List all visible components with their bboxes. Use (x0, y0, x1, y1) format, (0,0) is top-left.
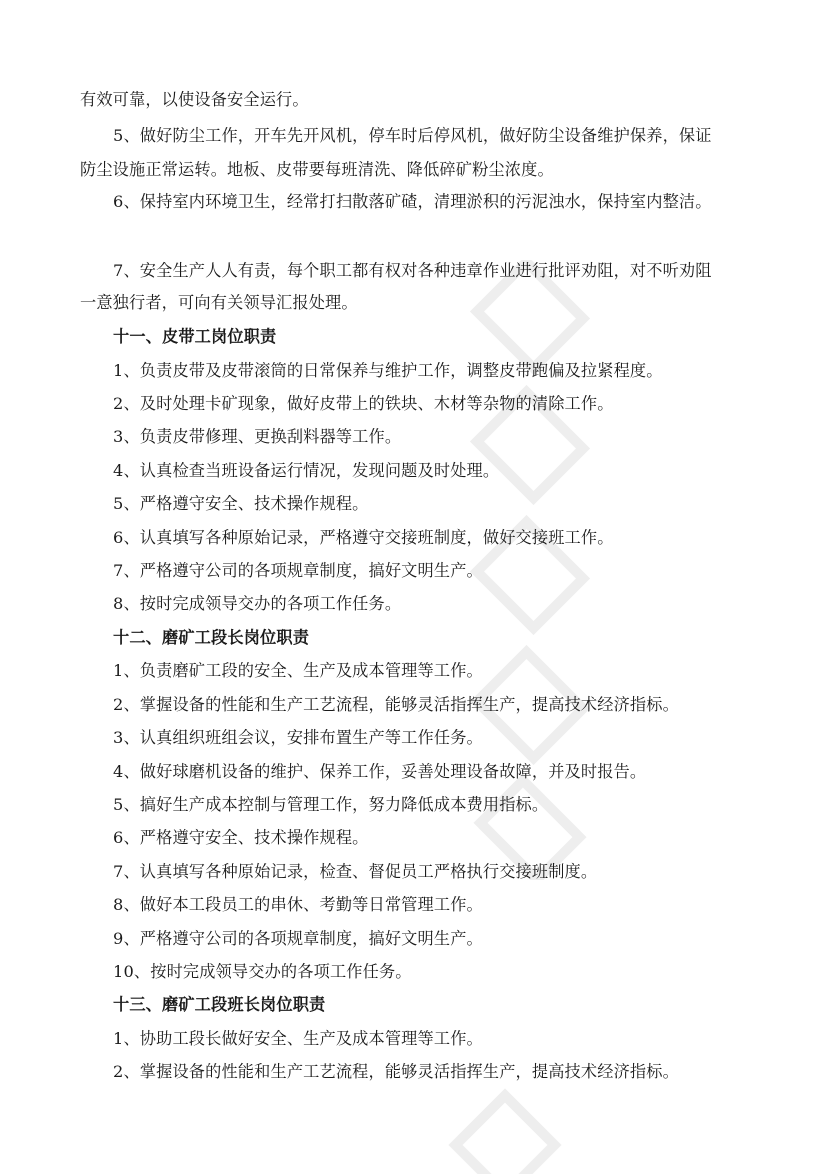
body-line: 6、认真填写各种原始记录，严格遵守交接班制度，做好交接班工作。 (113, 528, 614, 547)
body-line: 一意独行者，可向有关领导汇报处理。 (80, 293, 358, 312)
body-line: 1、协助工段长做好安全、生产及成本管理等工作。 (113, 1029, 483, 1048)
body-line: 6、保持室内环境卫生，经常打扫散落矿碴，清理淤积的污泥浊水，保持室内整洁。 (113, 192, 712, 211)
body-line: 9、严格遵守公司的各项规章制度，搞好文明生产。 (113, 929, 483, 948)
body-line: 5、严格遵守安全、技术操作规程。 (113, 494, 369, 513)
body-line: 1、负责皮带及皮带滚筒的日常保养与维护工作，调整皮带跑偏及拉紧程度。 (113, 361, 663, 380)
body-line: 8、做好本工段员工的串休、考勤等日常管理工作。 (113, 895, 483, 914)
body-line: 有效可靠，以使设备安全运行。 (80, 90, 309, 109)
body-line: 1、负责磨矿工段的安全、生产及成本管理等工作。 (113, 661, 483, 680)
body-line: 2、掌握设备的性能和生产工艺流程，能够灵活指挥生产，提高技术经济指标。 (113, 1062, 679, 1081)
body-line: 6、严格遵守安全、技术操作规程。 (113, 828, 369, 847)
body-line: 5、做好防尘工作，开车先开风机，停车时后停风机，做好防尘设备维护保养，保证 (113, 126, 712, 145)
body-line: 7、认真填写各种原始记录，检查、督促员工严格执行交接班制度。 (113, 862, 598, 881)
body-line: 7、严格遵守公司的各项规章制度，搞好文明生产。 (113, 561, 483, 580)
body-line: 4、认真检查当班设备运行情况，发现问题及时处理。 (113, 461, 500, 480)
body-line: 8、按时完成领导交办的各项工作任务。 (113, 594, 402, 613)
body-line: 2、掌握设备的性能和生产工艺流程，能够灵活指挥生产，提高技术经济指标。 (113, 695, 679, 714)
body-line: 10、按时完成领导交办的各项工作任务。 (113, 962, 412, 981)
section-heading: 十二、磨矿工段长岗位职责 (113, 628, 310, 647)
section-heading: 十一、皮带工岗位职责 (113, 327, 277, 346)
body-line: 7、安全生产人人有责，每个职工都有权对各种违章作业进行批评劝阻，对不听劝阻 (113, 261, 712, 280)
body-line: 5、搞好生产成本控制与管理工作，努力降低成本费用指标。 (113, 795, 549, 814)
body-line: 3、认真组织班组会议，安排布置生产等工作任务。 (113, 728, 483, 747)
body-line: 2、及时处理卡矿现象，做好皮带上的铁块、木材等杂物的清除工作。 (113, 394, 614, 413)
body-line: 防尘设施正常运转。地板、皮带要每班清洗、降低碎矿粉尘浓度。 (80, 160, 554, 179)
watermark-graphic-bottom (420, 1080, 580, 1174)
body-line: 4、做好球磨机设备的维护、保养工作，妥善处理设备故障，并及时报告。 (113, 762, 647, 781)
body-line: 3、负责皮带修理、更换刮料器等工作。 (113, 427, 402, 446)
section-heading: 十三、磨矿工段班长岗位职责 (113, 995, 326, 1014)
